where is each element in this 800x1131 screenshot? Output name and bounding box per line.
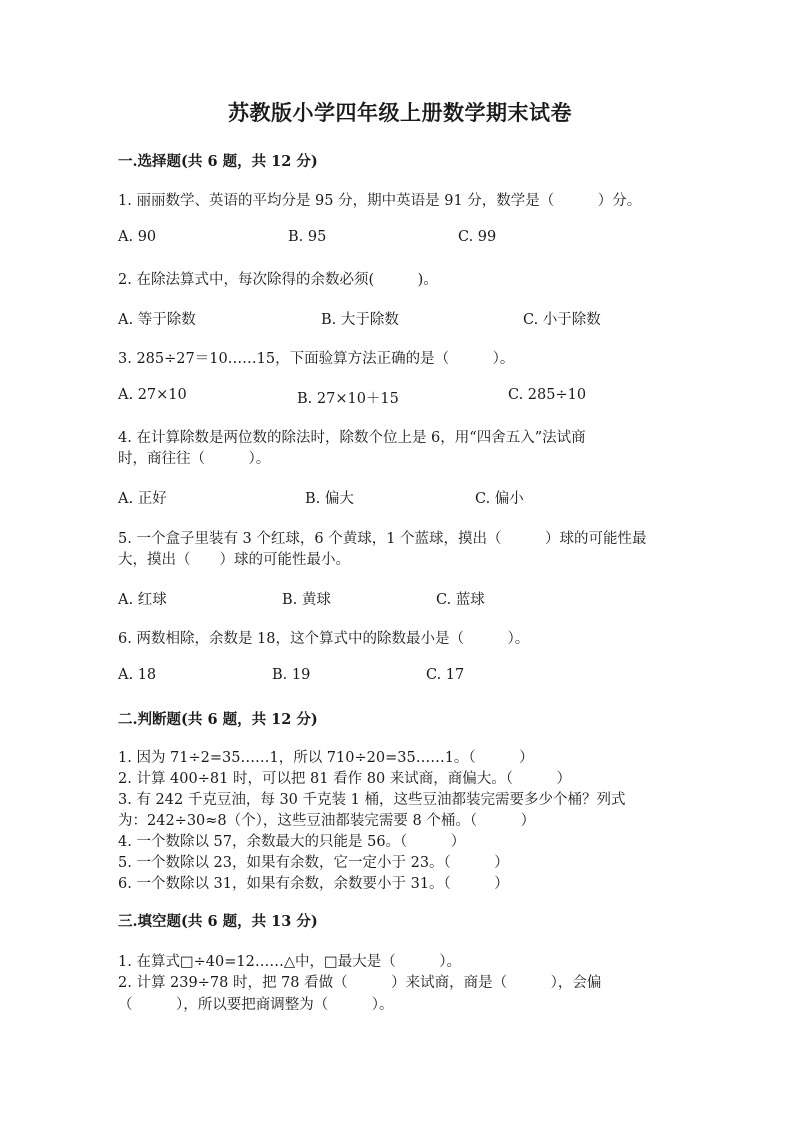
fill-line-3: （ ），所以要把商调整为（ ）。 [118,997,394,1013]
question-1: 1. 丽丽数学、英语的平均分是 95 分，期中英语是 91 分，数学是（ ）分。 [118,193,642,209]
question-5-line-2: 大，摸出（ ）球的可能性最小。 [118,552,350,568]
fill-line-1: 1. 在算式□÷40=12……△中，□最大是（ ）。 [118,954,461,970]
q5-option-a: A. 红球 [118,592,167,608]
q1-option-c: C. 99 [458,229,497,245]
question-5-line-1: 5. 一个盒子里装有 3 个红球，6 个黄球，1 个蓝球，摸出（ ）球的可能性最 [118,531,647,547]
q5-option-b: B. 黄球 [282,592,331,608]
q3-option-c: C. 285÷10 [508,387,587,403]
tf-line-1: 1. 因为 71÷2=35……1，所以 710÷20=35……1。（ ） [118,750,534,766]
section-heading-true-false: 二.判断题(共 6 题，共 12 分) [118,711,318,728]
section-heading-fill-blank: 三.填空题(共 6 题，共 13 分) [118,913,318,930]
q6-option-a: A. 18 [118,667,157,683]
q4-option-a: A. 正好 [118,491,167,507]
fill-line-2: 2. 计算 239÷78 时，把 78 看做（ ）来试商，商是（ ），会偏 [118,975,602,991]
question-4-line-2: 时，商往往（ ）。 [118,451,271,467]
q5-option-c: C. 蓝球 [436,592,485,608]
q3-option-b: B. 27×10＋15 [297,391,399,407]
q4-option-c: C. 偏小 [475,491,524,507]
q6-option-b: B. 19 [272,667,311,683]
tf-line-2: 2. 计算 400÷81 时，可以把 81 看作 80 来试商，商偏大。（ ） [118,771,572,787]
tf-line-7: 6. 一个数除以 31，如果有余数，余数要小于 31。（ ） [118,876,509,892]
q4-option-b: B. 偏大 [305,491,354,507]
q2-option-b: B. 大于除数 [321,312,399,328]
question-2: 2. 在除法算式中，每次除得的余数必须( )。 [118,272,438,288]
q1-option-a: A. 90 [118,229,157,245]
tf-line-5: 4. 一个数除以 57，余数最大的只能是 56。（ ） [118,834,466,850]
tf-line-4: 为：242÷30≈8（个），这些豆油都装完需要 8 个桶。（ ） [118,813,536,829]
q6-option-c: C. 17 [426,667,465,683]
q1-option-b: B. 95 [288,229,327,245]
tf-line-6: 5. 一个数除以 23，如果有余数，它一定小于 23。（ ） [118,855,509,871]
section-heading-choice: 一.选择题(共 6 题，共 12 分) [118,153,318,170]
question-6: 6. 两数相除，余数是 18，这个算式中的除数最小是（ ）。 [118,631,530,647]
question-3: 3. 285÷27＝10……15，下面验算方法正确的是（ ）。 [118,351,515,367]
q2-option-a: A. 等于除数 [118,312,196,328]
q3-option-a: A. 27×10 [118,387,187,403]
tf-line-3: 3. 有 242 千克豆油，每 30 千克装 1 桶，这些豆油都装完需要多少个桶？列式 [118,792,626,808]
page-title: 苏教版小学四年级上册数学期末试卷 [228,100,572,125]
question-4-line-1: 4. 在计算除数是两位数的除法时，除数个位上是 6，用“四舍五入”法试商 [118,430,586,446]
q2-option-c: C. 小于除数 [523,312,601,328]
